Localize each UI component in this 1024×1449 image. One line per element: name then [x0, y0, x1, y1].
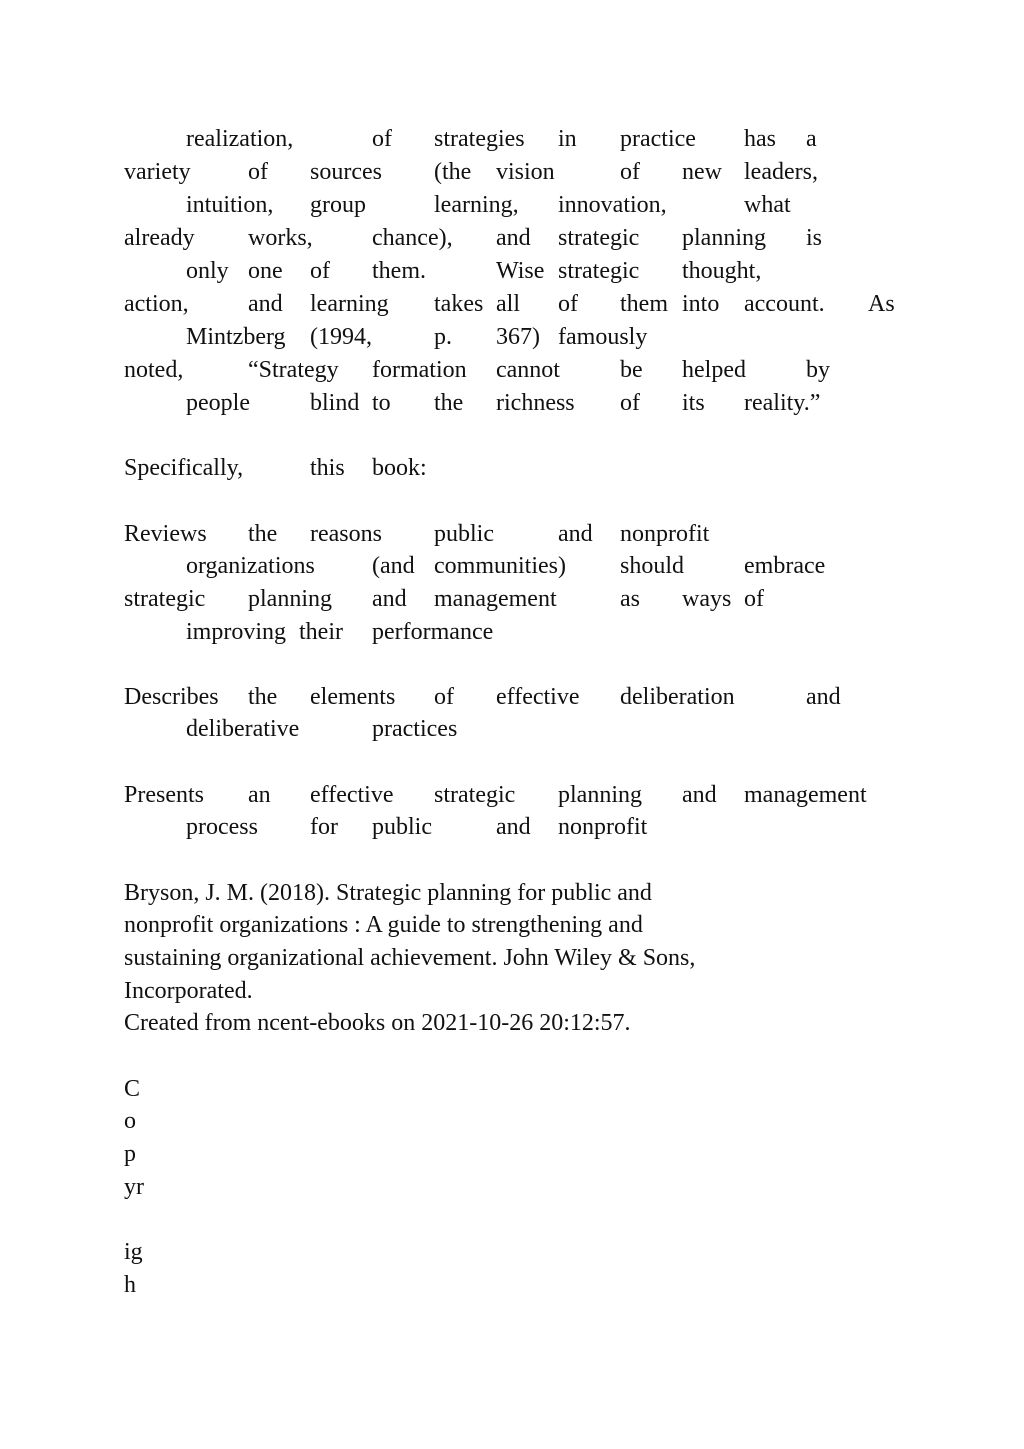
- word: process: [186, 814, 258, 840]
- word: them: [620, 291, 668, 317]
- text-line: [124, 681, 1024, 714]
- word: already: [124, 225, 195, 251]
- word: a: [806, 126, 817, 152]
- word: and: [496, 814, 531, 840]
- word: thought,: [682, 258, 762, 284]
- word: practice: [620, 126, 696, 152]
- section-lead-in: [124, 452, 1024, 485]
- word: embrace: [744, 553, 826, 579]
- word: group: [310, 192, 366, 218]
- text-line: [186, 321, 1024, 354]
- word: variety: [124, 159, 191, 185]
- word: “Strategy: [248, 357, 339, 383]
- text-line: [124, 779, 1024, 812]
- word: of: [310, 258, 330, 284]
- text-line: [124, 288, 1024, 321]
- text-line: [186, 189, 1024, 222]
- word: practices: [372, 716, 458, 742]
- word: chance),: [372, 225, 453, 251]
- word: effective: [496, 684, 580, 710]
- word: 367): [496, 324, 540, 350]
- text-line: [124, 354, 1024, 387]
- word: Describes: [124, 684, 219, 710]
- word: this: [310, 455, 345, 481]
- word: Reviews: [124, 521, 207, 547]
- word: of: [372, 126, 392, 152]
- word: blind: [310, 390, 360, 416]
- word: public: [372, 814, 432, 840]
- word: strategic: [124, 586, 206, 612]
- text-line: [186, 713, 1024, 746]
- word: into: [682, 291, 720, 317]
- word: the: [434, 390, 464, 416]
- word: and: [806, 684, 841, 710]
- citation-line: sustaining organizational achievement. John Wiley & Sons,: [124, 945, 696, 971]
- word: Mintzberg: [186, 324, 286, 350]
- word: one: [248, 258, 283, 284]
- word: strategies: [434, 126, 525, 152]
- word: helped: [682, 357, 746, 383]
- word: strategic: [434, 782, 516, 808]
- citation-line: Incorporated.: [124, 978, 253, 1004]
- text-line: [186, 811, 1024, 844]
- word: ways: [682, 586, 732, 612]
- text-line: [186, 255, 1024, 288]
- word: famously: [558, 324, 648, 350]
- text-line: [124, 222, 1024, 255]
- word: planning: [248, 586, 332, 612]
- word: vision: [496, 159, 555, 185]
- word: to: [372, 390, 391, 416]
- word: what: [744, 192, 791, 218]
- word: the: [248, 521, 278, 547]
- word: takes: [434, 291, 484, 317]
- word: an: [248, 782, 271, 808]
- word: and: [248, 291, 283, 317]
- word: sources: [310, 159, 382, 185]
- fragment: C: [124, 1076, 141, 1102]
- word: deliberation: [620, 684, 735, 710]
- word: the: [248, 684, 278, 710]
- word: of: [744, 586, 764, 612]
- word: intuition,: [186, 192, 274, 218]
- created-line: Created from ncent-ebooks on 2021-10-26 20:12:57.: [124, 1010, 631, 1036]
- fragment: ig: [124, 1239, 143, 1265]
- word: and: [682, 782, 717, 808]
- phrase: improving: [186, 619, 286, 645]
- word: only: [186, 258, 229, 284]
- phrase: their: [299, 619, 343, 645]
- word: reasons: [310, 521, 382, 547]
- word: of: [620, 159, 640, 185]
- word: book:: [372, 455, 427, 481]
- citation-line: Bryson, J. M. (2018). Strategic planning for public and: [124, 880, 652, 906]
- word: deliberative: [186, 716, 300, 742]
- text-line: [124, 583, 1024, 616]
- word: strategic: [558, 258, 640, 284]
- word: Wise: [496, 258, 545, 284]
- word: is: [806, 225, 823, 251]
- word: has: [744, 126, 776, 152]
- word: communities): [434, 553, 566, 579]
- text-line: [186, 123, 1024, 156]
- word: strategic: [558, 225, 640, 251]
- word: new: [682, 159, 722, 185]
- word: formation: [372, 357, 467, 383]
- word: public: [434, 521, 494, 547]
- word: Specifically,: [124, 455, 244, 481]
- text-line: [186, 387, 1024, 420]
- word: nonprofit: [620, 521, 710, 547]
- word: richness: [496, 390, 575, 416]
- word: all: [496, 291, 520, 317]
- word: of: [248, 159, 268, 185]
- word: learning: [310, 291, 389, 317]
- word: of: [434, 684, 454, 710]
- word: them.: [372, 258, 426, 284]
- text-line: [186, 616, 1024, 649]
- word: action,: [124, 291, 189, 317]
- word: noted,: [124, 357, 184, 383]
- word: account.: [744, 291, 825, 317]
- fragment: yr: [124, 1174, 144, 1200]
- word: leaders,: [744, 159, 818, 185]
- text-line: [124, 156, 1024, 189]
- word: realization,: [186, 126, 294, 152]
- word: effective: [310, 782, 394, 808]
- word: planning: [558, 782, 642, 808]
- word: learning,: [434, 192, 519, 218]
- word: its: [682, 390, 705, 416]
- word: (and: [372, 553, 415, 579]
- citation-line: nonprofit organizations : A guide to strengthening and: [124, 912, 643, 938]
- word: elements: [310, 684, 396, 710]
- word: works,: [248, 225, 313, 251]
- word: nonprofit: [558, 814, 648, 840]
- fragment: h: [124, 1272, 136, 1298]
- word: should: [620, 553, 685, 579]
- word: p.: [434, 324, 452, 350]
- word: people: [186, 390, 250, 416]
- word: cannot: [496, 357, 560, 383]
- text-line: [186, 550, 1024, 583]
- word: of: [558, 291, 578, 317]
- word: and: [496, 225, 531, 251]
- word: be: [620, 357, 643, 383]
- word: management: [744, 782, 867, 808]
- fragment: o: [124, 1108, 136, 1134]
- word: As: [868, 291, 895, 317]
- word: (the: [434, 159, 472, 185]
- word: and: [558, 521, 593, 547]
- word: organizations: [186, 553, 315, 579]
- word: of: [620, 390, 640, 416]
- word: by: [806, 357, 830, 383]
- word: and: [372, 586, 407, 612]
- word: reality.”: [744, 390, 821, 416]
- word: for: [310, 814, 338, 840]
- word: innovation,: [558, 192, 667, 218]
- phrase: performance: [372, 619, 494, 645]
- fragment: p: [124, 1141, 136, 1167]
- text-line: [124, 518, 1024, 551]
- word: Presents: [124, 782, 204, 808]
- word: planning: [682, 225, 766, 251]
- word: management: [434, 586, 557, 612]
- word: in: [558, 126, 577, 152]
- word: (1994,: [310, 324, 372, 350]
- word: as: [620, 586, 640, 612]
